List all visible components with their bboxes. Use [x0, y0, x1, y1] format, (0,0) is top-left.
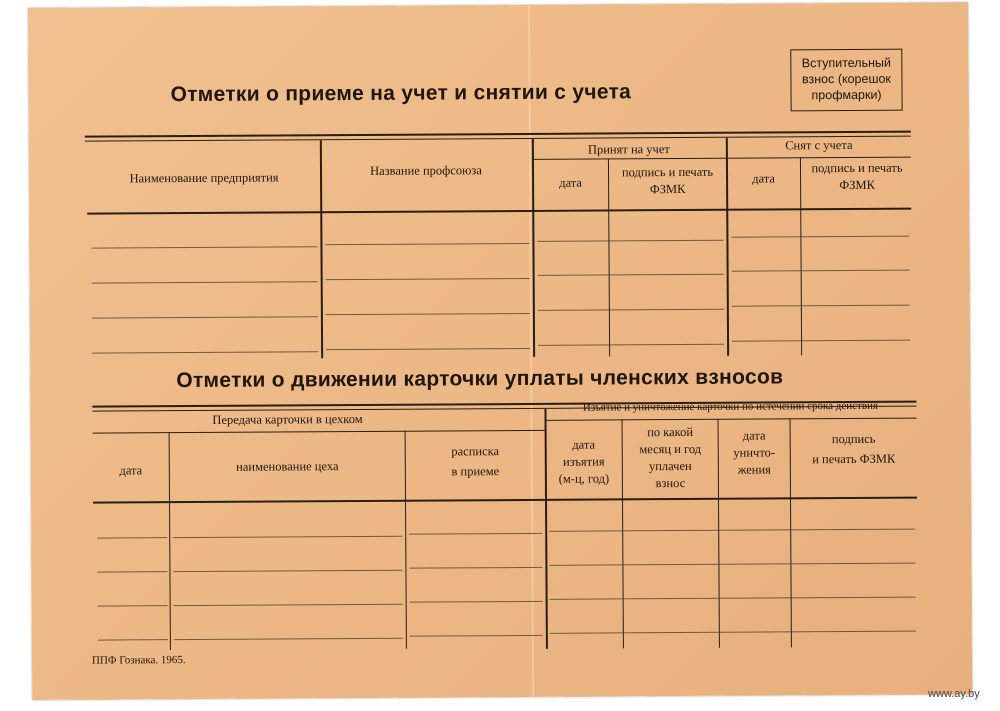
header-workshop: наименование цеха	[236, 459, 339, 474]
header-accepted-sign-l2: ФЗМК	[649, 181, 686, 197]
header-accepted-date: дата	[559, 175, 582, 190]
table2-row-line	[550, 597, 916, 600]
table2-subheader-line-left	[93, 430, 545, 434]
table2-row-line	[97, 537, 167, 538]
header-sign-l1: подпись	[831, 431, 876, 447]
header-destroy-l1: дата	[742, 428, 766, 443]
header-withdraw-date	[546, 436, 622, 487]
table1-row-line	[537, 240, 723, 242]
table1-row-line	[732, 305, 910, 307]
watermark: www.ay.by	[928, 688, 980, 700]
table1-row-line	[538, 274, 724, 276]
header-sign	[791, 431, 917, 469]
table1-row-line	[538, 309, 724, 311]
table2-subheader-line-right	[545, 418, 917, 421]
table2-header-bottom	[93, 497, 917, 504]
table1-row-line	[92, 281, 318, 283]
entry-fee-line2: взнос (корешок	[801, 71, 891, 87]
table1-row-line	[325, 243, 529, 245]
header-removed-sign-l2: ФЗМК	[839, 177, 875, 193]
table1-divider-2	[532, 139, 535, 357]
document-sheet	[28, 2, 972, 700]
header-withdraw-date-l1: дата	[572, 437, 596, 452]
printer-imprint: ППФ Гознака. 1965.	[91, 654, 186, 667]
table1-row-line	[732, 270, 910, 272]
header-paid-l3: уплачен	[648, 458, 692, 474]
entry-fee-line1: Вступительный	[801, 55, 892, 71]
table2-row-line	[409, 567, 542, 569]
table2-row-line	[550, 631, 916, 634]
table2-row-line	[173, 570, 402, 572]
section1-title: Отметки о приеме на учет и снятии с учета	[170, 80, 632, 107]
table2-row-line	[549, 563, 915, 566]
table2-row-line	[174, 638, 403, 640]
header-paid-l4: взнос	[655, 475, 686, 491]
header-date: дата	[119, 463, 143, 478]
header-accepted: Принят на учет	[587, 142, 670, 157]
header-removed-date: дата	[752, 171, 775, 186]
header-enterprise: Наименование предприятия	[129, 170, 279, 186]
header-paid	[623, 424, 718, 493]
header-withdrawal: Изъятие и уничтожение карточки по истечении срока действия	[582, 399, 879, 414]
table2-row-line	[173, 536, 402, 538]
header-removed: Снят с учета	[785, 137, 853, 153]
table2-row-line	[97, 571, 167, 572]
header-accepted-sign-l1: подпись и печать	[621, 164, 714, 180]
entry-fee-line3: профмарки)	[811, 87, 882, 103]
header-removed-sign	[801, 160, 913, 195]
table1-row-line	[92, 316, 318, 318]
header-transfer: Передача карточки в цехком	[212, 411, 363, 427]
header-receipt	[406, 443, 545, 481]
table1-row-line	[326, 313, 530, 315]
header-accepted-sign	[609, 164, 726, 199]
table2-row-line	[98, 639, 168, 640]
table1-row-line	[326, 278, 530, 280]
table1-row-line	[538, 344, 724, 346]
table1-row-line	[731, 236, 909, 238]
header-withdraw-date-l2: изъятия	[562, 454, 605, 469]
header-destroy-l2: уничто-	[733, 445, 776, 460]
header-paid-l1: по какой	[647, 424, 694, 440]
table2-row-line	[409, 533, 542, 535]
header-removed-sign-l1: подпись и печать	[811, 160, 903, 176]
header-sign-l2: и печать ФЗМК	[812, 451, 896, 467]
header-union: Название профсоюза	[370, 163, 482, 178]
section2-title: Отметки о движении карточки уплаты членских взносов	[176, 365, 784, 393]
header-destroy	[719, 427, 790, 478]
table1-row-line	[92, 351, 318, 353]
header-receipt-l2: в приеме	[451, 464, 500, 479]
table2-row-line	[174, 604, 403, 606]
table2-row-line	[410, 635, 543, 637]
table1-row-line	[91, 246, 317, 248]
entry-fee-box	[790, 49, 902, 112]
table1-row-line	[732, 340, 910, 342]
table1-header-bottom	[87, 208, 911, 215]
header-withdraw-date-l3: (м-ц, год)	[558, 471, 610, 486]
header-paid-l2: месяц и год	[639, 441, 702, 457]
table2-row-line	[98, 605, 168, 606]
table1-row-line	[326, 348, 530, 350]
header-receipt-l1: расписка	[451, 444, 500, 459]
table2-row-line	[549, 529, 915, 532]
header-destroy-l3: жения	[737, 462, 771, 477]
table2-row-line	[410, 601, 543, 603]
